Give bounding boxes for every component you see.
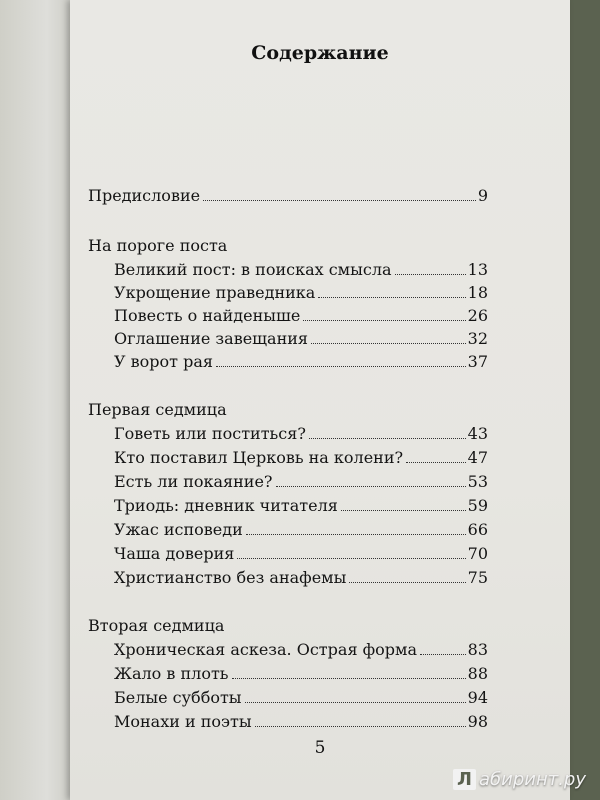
- facing-page-edge: [0, 0, 78, 800]
- toc-entry-page: 18: [467, 283, 488, 302]
- toc-entry: [114, 306, 488, 325]
- leader-dots: [311, 343, 466, 344]
- toc-entry-label: Повесть о найденыше: [114, 306, 301, 325]
- toc-entry-label: Кто поставил Церковь на колени?: [114, 448, 404, 467]
- leader-dots: [341, 510, 466, 511]
- book-page: [70, 0, 570, 800]
- toc-entry: [114, 283, 488, 302]
- toc-entry-page: 59: [467, 496, 488, 515]
- leader-dots: [349, 582, 465, 583]
- watermark-logo: Л: [453, 769, 476, 790]
- toc-entry-label: Хроническая аскеза. Острая форма: [114, 640, 417, 659]
- toc-title: Содержание: [251, 42, 389, 64]
- toc-entry-page: 75: [467, 568, 488, 587]
- leader-dots: [303, 320, 465, 321]
- toc-entry: [114, 688, 488, 707]
- toc-entry-label: Предисловие: [88, 186, 201, 205]
- toc-entry-page: 26: [467, 306, 488, 325]
- toc-entry-page: 13: [467, 260, 488, 279]
- leader-dots: [237, 558, 465, 559]
- toc-entry-label: Жало в плоть: [114, 664, 229, 683]
- toc-entry: [114, 472, 488, 491]
- toc-entry-page: 53: [467, 472, 488, 491]
- leader-dots: [395, 274, 466, 275]
- leader-dots: [420, 654, 466, 655]
- watermark-text: абиринт.ру: [478, 769, 586, 790]
- toc-entry-page: 37: [467, 352, 488, 371]
- section-title: Первая седмица: [88, 400, 227, 419]
- toc-entry: [114, 568, 488, 587]
- toc-entry: [114, 448, 488, 467]
- page-number: 5: [314, 738, 326, 758]
- toc-entry-page: 9: [477, 186, 488, 205]
- toc-entry-page: 94: [467, 688, 488, 707]
- toc-entry-label: Чаша доверия: [114, 544, 235, 563]
- leader-dots: [246, 534, 466, 535]
- leader-dots: [276, 486, 466, 487]
- toc-entry: [114, 640, 488, 659]
- toc-entry-page: 83: [467, 640, 488, 659]
- toc-entry-label: Христианство без анафемы: [114, 568, 347, 587]
- toc-entry-label: Есть ли покаяние?: [114, 472, 273, 491]
- leader-dots: [406, 462, 466, 463]
- toc-entry-label: Белые субботы: [114, 688, 242, 707]
- leader-dots: [216, 366, 466, 367]
- toc-entry: [114, 544, 488, 563]
- section-title: Вторая седмица: [88, 616, 225, 635]
- toc-entry: [114, 260, 488, 279]
- section-title: На пороге поста: [88, 236, 228, 255]
- leader-dots: [255, 726, 466, 727]
- toc-entry-label: Говеть или поститься?: [114, 424, 306, 443]
- toc-entry-label: Ужас исповеди: [114, 520, 243, 539]
- toc-entry-label: Оглашение завещания: [114, 329, 309, 348]
- leader-dots: [245, 702, 466, 703]
- toc-entry: [114, 712, 488, 731]
- toc-entry-page: 47: [467, 448, 488, 467]
- toc-entry-label: Монахи и поэты: [114, 712, 252, 731]
- leader-dots: [309, 438, 466, 439]
- toc-entry: [114, 352, 488, 371]
- toc-entry-page: 98: [467, 712, 488, 731]
- leader-dots: [232, 678, 466, 679]
- toc-entry-page: 88: [467, 664, 488, 683]
- watermark: [453, 769, 586, 790]
- toc-entry: [114, 496, 488, 515]
- toc-entry: [114, 664, 488, 683]
- toc-entry: [114, 520, 488, 539]
- leader-dots: [318, 297, 465, 298]
- toc-entry-label: Великий пост: в поисках смысла: [114, 260, 392, 279]
- toc-entry: [114, 424, 488, 443]
- toc-entry-page: 70: [467, 544, 488, 563]
- toc-entry-page: 32: [467, 329, 488, 348]
- toc-entry-label: У ворот рая: [114, 352, 213, 371]
- toc-entry: [114, 329, 488, 348]
- leader-dots: [203, 200, 476, 201]
- toc-entry-label: Укрощение праведника: [114, 283, 316, 302]
- toc-entry-preface: [88, 186, 488, 205]
- toc-entry-page: 66: [467, 520, 488, 539]
- toc-entry-label: Триодь: дневник читателя: [114, 496, 338, 515]
- toc-entry-page: 43: [467, 424, 488, 443]
